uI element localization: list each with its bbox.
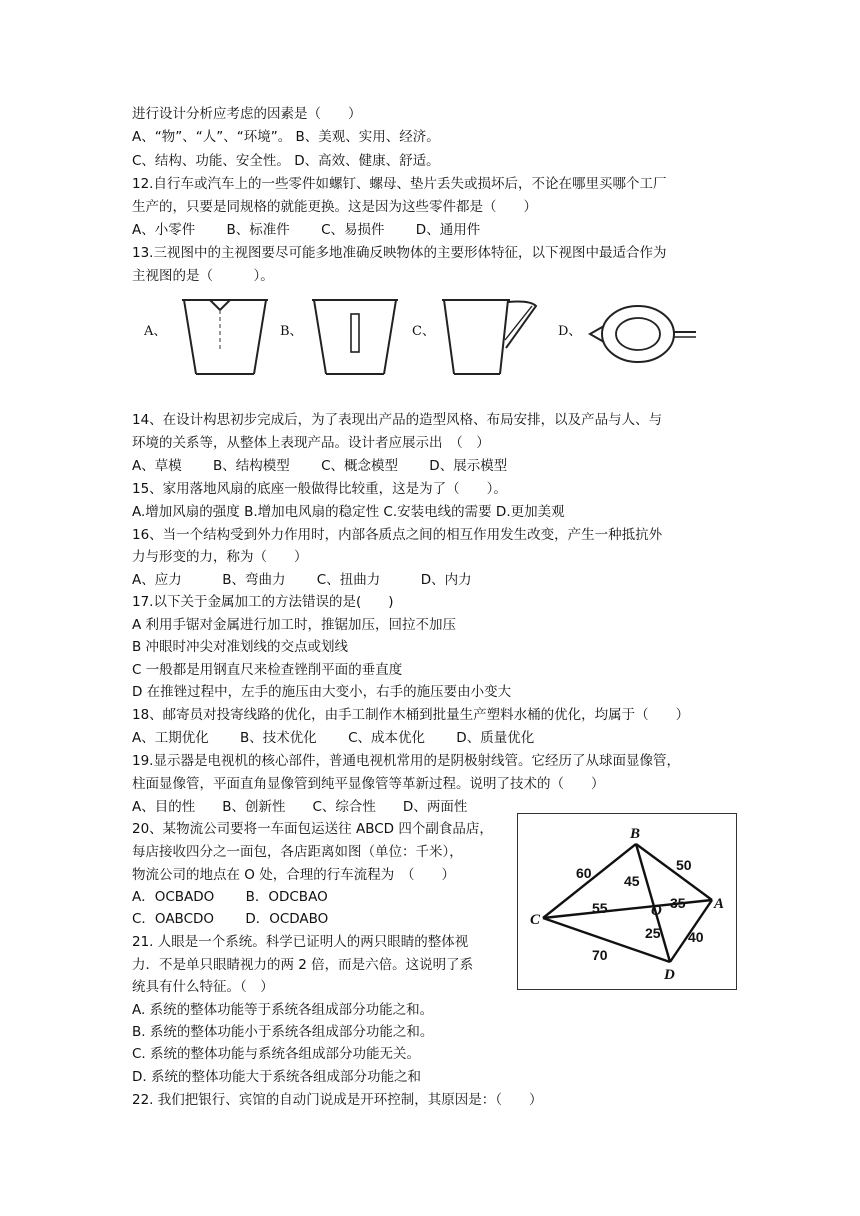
- q18-stem: 18、邮寄员对投寄线路的优化，由手工制作木桶到批量生产塑料水桶的优化，均属于（ ）: [132, 707, 690, 723]
- q13-figure: [140, 292, 700, 384]
- q13-label-a: A、: [144, 324, 167, 339]
- node-o: O: [651, 903, 662, 919]
- q21-option-c: C. 系统的整体功能与系统各组成部分功能无关。: [132, 1046, 421, 1062]
- q11-stem-tail: 进行设计分析应考虑的因素是（ ）: [132, 106, 362, 122]
- q15-stem: 15、家用落地风扇的底座一般做得比较重，这是为了（ ）。: [132, 481, 507, 497]
- q13-cup-b-drawing: [300, 292, 410, 384]
- q12-options: A、小零件 B、标准件 C、易损件 D、通用件: [132, 222, 481, 238]
- q16-stem-line1: 16、当一个结构受到外力作用时，内部各质点之间的相互作用发生改变，产生一种抵抗外: [132, 527, 663, 543]
- q18-options: A、工期优化 B、技术优化 C、成本优化 D、质量优化: [132, 730, 535, 746]
- node-b: B: [630, 826, 641, 842]
- q11-options-ab: A、“物”、“人”、“环境”。 B、美观、实用、经济。: [132, 129, 440, 145]
- q16-options: A、应力 B、弯曲力 C、扭曲力 D、内力: [132, 572, 472, 588]
- q21-option-a: A. 系统的整体功能等于系统各组成部分功能之和。: [132, 1002, 434, 1018]
- q13-stem-line2: 主视图的是（ ）。: [132, 268, 274, 284]
- dist-oa: 35: [670, 895, 686, 911]
- q13-cup-c-drawing: [432, 292, 552, 384]
- edge-c-a: [543, 900, 712, 918]
- q21-option-b: B. 系统的整体功能小于系统各组成部分功能之和。: [132, 1024, 434, 1040]
- dist-od: 25: [645, 925, 661, 941]
- q17-option-d: D 在推锉过程中，左手的施压由大变小，右手的施压要由小变大: [132, 684, 512, 700]
- q13-label-d: D、: [558, 324, 582, 339]
- node-a: A: [714, 896, 725, 912]
- q20-distance-diagram: [517, 813, 737, 990]
- q14-stem-line2: 环境的关系等，从整体上表现产品。设计者应展示出 （ ）: [132, 435, 490, 451]
- q20-stem-line2: 每店接收四分之一面包，各店距离如图（单位：千米），: [132, 844, 463, 860]
- q20-options-cd: C．OABCDO D．OCDABO: [132, 911, 329, 927]
- q13-cup-a-drawing: [170, 292, 280, 384]
- edge-b-a: [636, 844, 712, 900]
- q17-option-b: B 冲眼时冲尖对准划线的交点或划线: [132, 639, 349, 655]
- q11-options-cd: C、结构、功能、安全性。 D、高效、健康、舒适。: [132, 153, 440, 169]
- dist-ad: 40: [688, 929, 704, 945]
- dist-cd: 70: [592, 947, 608, 963]
- q17-option-c: C 一般都是用钢直尺来检查锉削平面的垂直度: [132, 662, 403, 678]
- q20-stem-line3: 物流公司的地点在 O 处，合理的行车流程为 （ ）: [132, 867, 455, 883]
- q16-stem-line2: 力与形变的力，称为（ ）: [132, 549, 308, 565]
- edge-b-c: [543, 844, 636, 918]
- q20-stem-line1: 20、某物流公司要将一车面包运送往 ABCD 四个副食品店，: [132, 821, 493, 837]
- q22-stem: 22. 我们把银行、宾馆的自动门说成是开环控制，其原因是：（ ）: [132, 1092, 543, 1108]
- q21-stem-line1: 21. 人眼是一个系统。科学已证明人的两只眼睛的整体视: [132, 934, 469, 950]
- dist-co: 55: [592, 900, 608, 916]
- q13-stem-line1: 13.三视图中的主视图要尽可能多地准确反映物体的主要形体特征，以下视图中最适合作为: [132, 245, 667, 261]
- q21-stem-line3: 统具有什么特征。（ ）: [132, 979, 274, 995]
- q17-option-a: A 利用手锯对金属进行加工时，推锯加压，回拉不加压: [132, 617, 457, 633]
- q21-option-d: D. 系统的整体功能大于系统各组成部分功能之和: [132, 1069, 421, 1085]
- q17-stem: 17.以下关于金属加工的方法错误的是( ): [132, 594, 394, 610]
- q20-graph-svg: [518, 814, 736, 989]
- dist-cb: 60: [576, 865, 592, 881]
- q15-options: A.增加风扇的强度 B.增加电风扇的稳定性 C.安装电线的需要 D.更加美观: [132, 504, 565, 520]
- q19-stem-line2: 柱面显像管，平面直角显像管到纯平显像管等革新过程。说明了技术的（ ）: [132, 776, 605, 792]
- q13-label-b: B、: [280, 324, 303, 339]
- q12-stem-line2: 生产的，只要是同规格的就能更换。这是因为这些零件都是（ ）: [132, 199, 537, 215]
- q13-label-c: C、: [412, 324, 435, 339]
- q13-cup-d-drawing: [578, 292, 718, 384]
- q21-stem-line2: 力．不是单只眼睛视力的两 2 倍，而是六倍。这说明了系: [132, 957, 474, 973]
- q19-stem-line1: 19.显示器是电视机的核心部件，普通电视机常用的是阴极射线管。它经历了从球面显像管，: [132, 753, 680, 769]
- q14-stem-line1: 14、在设计构思初步完成后，为了表现出产品的造型风格、布局安排，以及产品与人、与: [132, 412, 663, 428]
- node-c: C: [530, 912, 541, 928]
- node-d: D: [664, 967, 675, 983]
- q12-stem-line1: 12.自行车或汽车上的一些零件如螺钉、螺母、垫片丢失或损坏后，不论在哪里买哪个工厂: [132, 176, 667, 192]
- q20-options-ab: A．OCBADO B．ODCBAO: [132, 889, 328, 905]
- q14-options: A、草模 B、结构模型 C、概念模型 D、展示模型: [132, 458, 508, 474]
- dist-bo: 45: [624, 873, 640, 889]
- dist-ba: 50: [676, 857, 692, 873]
- q19-options: A、目的性 B、创新性 C、综合性 D、两面性: [132, 799, 468, 815]
